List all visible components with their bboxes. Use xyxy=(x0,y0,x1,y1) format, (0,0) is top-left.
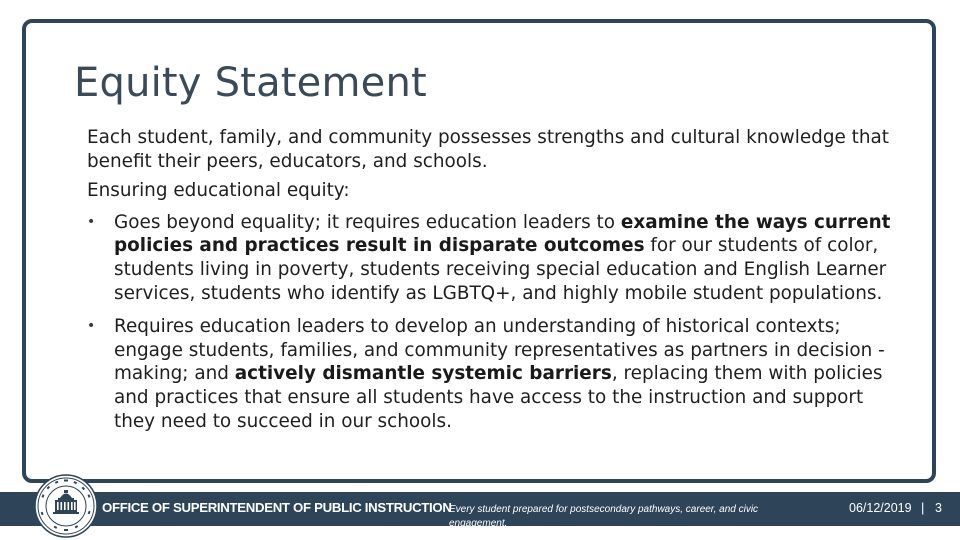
footer-date: 06/12/2019 xyxy=(849,501,912,515)
bullet-text-bold: actively dismantle systemic barriers xyxy=(234,363,612,385)
tagline: Every student prepared for postsecondary pathways, career, and civic engagement. xyxy=(449,504,759,529)
bullet-list xyxy=(87,211,907,433)
bullet-text-bold: examine the ways current policies and practices result in disparate outcomes xyxy=(114,211,891,257)
page-title: Equity Statement xyxy=(74,60,427,106)
bullet-item xyxy=(87,211,907,305)
bullet-text-post: for our students of color, students living in poverty, students receiving special education and English Learner services, students who identify as LGBTQ+, and highly mobile student populations. xyxy=(114,235,887,304)
lead-in-paragraph: Ensuring educational equity: xyxy=(87,180,350,202)
bullet-icon: • xyxy=(87,318,96,335)
bullet-icon: • xyxy=(87,213,96,230)
bullet-text-post: , replacing them with policies and practices that ensure all students have access to the instruction and support they need to succeed in our schools. xyxy=(114,363,883,432)
footer-separator: | xyxy=(921,500,925,515)
intro-paragraph: Each student, family, and community possesses strengths and cultural knowledge that benefit their peers, educators, and schools. xyxy=(87,127,889,172)
page-number: 3 xyxy=(935,501,942,515)
footer-bar xyxy=(0,492,960,529)
bullet-text-pre: Requires education leaders to develop an understanding of historical contexts; engage students, families, and community representatives as partners in decision -making; and xyxy=(114,316,885,385)
bullet-text-pre: Goes beyond equality; it requires education leaders to xyxy=(114,211,621,233)
slide-body xyxy=(87,126,907,443)
org-name: OFFICE OF SUPERINTENDENT OF PUBLIC INSTRUCTION xyxy=(102,500,452,515)
bullet-item xyxy=(87,315,907,433)
ospi-seal-icon xyxy=(34,474,98,538)
